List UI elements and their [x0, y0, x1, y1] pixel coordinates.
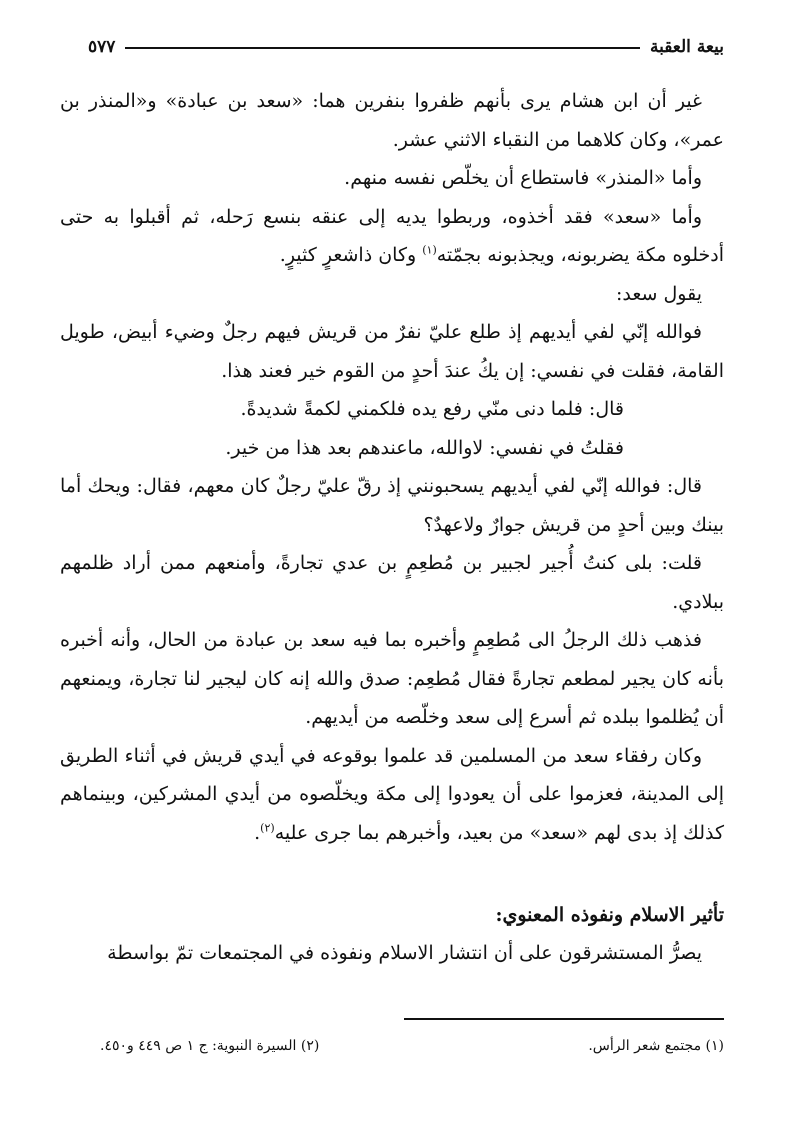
- paragraph: فقلتُ في نفسي: لاوالله، ماعندهم بعد هذا من خير.: [225, 436, 624, 459]
- paragraph-text: وكان رفقاء سعد من المسلمين قد علموا بوقوعه في أيدي قريش في أثناء الطريق إلى المدينة، فعزموا على أن يعودوا إلى مكة ويخلّصوه من أيدي المشركين، وبينماهم كذلك إذ بدى لهم «سعد» من بعيد، وأخبرهم بما جرى عليه: [60, 744, 724, 844]
- footnote-rule: [404, 1018, 724, 1020]
- paragraph: فذهب ذلك الرجلُ الى مُطعِمٍ وأخبره بما فيه سعد بن عبادة من الحال، وأنه أخبره بأنه كان يجير لمطعم تجارةً فقال مُطعِم: صدق والله إنه كان ليجير لنا تجارة، ويمنعهم أن يُظلموا ببلده ثم أسرع إلى سعد وخلّصه من أيديهم.: [60, 629, 724, 728]
- page-number: ٥٧٧: [88, 37, 116, 57]
- paragraph: غير أن ابن هشام يرى بأنهم ظفروا بنفرين هما: «سعد بن عبادة» و«المنذر بن عمر»، وكان كلاهما من النقباء الاثني عشر.: [60, 90, 724, 151]
- paragraph: [60, 198, 724, 275]
- paragraph: يصرُّ المستشرقون على أن انتشار الاسلام ونفوذه في المجتمعات تمّ بواسطة: [107, 942, 702, 964]
- running-header: [88, 34, 724, 60]
- footnote-1: (١) مجتمع شعر الرأس.: [588, 1038, 724, 1054]
- paragraph: قال: فلما دنى منّي رفع يده فلكمني لكمةً شديدةً.: [240, 398, 624, 420]
- paragraph: وكان رفقاء سعد من المسلمين قد علموا بوقوعه في أيدي قريش في أثناء الطريق إلى المدينة، فعزموا على أن يعودوا إلى مكة ويخلّصوه من أيدي المشركين، وبينماهم كذلك إذ بدى لهم «سعد» من بعيد، وأخبرهم بما جرى عليه$^{(٢)}$.: [60, 744, 724, 844]
- footnote-marker: (٢): [260, 821, 275, 835]
- chapter-title: بيعة العقبة: [649, 37, 724, 57]
- section-heading: تأثير الاسلام ونفوذه المعنوي:: [495, 904, 724, 926]
- footnotes: [100, 1038, 724, 1054]
- header-rule: [125, 47, 640, 49]
- paragraph: فوالله إنّي لفي أيديهم إذ طلع عليّ نفرٌ من قريش فيهم رجلٌ وضيء أبيض، طويل القامة، فقلت في نفسي: إن يكُ عندَ أحدٍ من القوم خير فعند هذا.: [60, 321, 724, 382]
- main-text: [60, 82, 724, 973]
- paragraph-text: وأما «سعد» فقد أخذوه، وربطوا يديه إلى عنقه بنسع رَحله، ثم أقبلوا به حتى أدخلوه مكة يضربونه، ويجذبونه بجمّته: [60, 205, 724, 266]
- paragraph: قلت: بلى كنتُ أُجير لجبير بن مُطعِمٍ بن عدي تجارةً، وأمنعهم ممن أراد ظلمهم ببلادي.: [60, 552, 724, 613]
- paragraph-text: وكان ذاشعرٍ كثيرٍ.: [279, 244, 423, 266]
- paragraph: قال: فوالله إنّي لفي أيديهم يسحبونني إذ رقّ عليّ رجلٌ كان معهم، فقال: ويحك أما بينك وبين أحدٍ من قريش جوارٌ ولاعهدٌ؟: [60, 475, 724, 536]
- footnote-2: (٢) السيرة النبوية: ج ١ ص ٤٤٩ و٤٥٠.: [100, 1038, 320, 1054]
- paragraph: وأما «المنذر» فاستطاع أن يخلّص نفسه منهم.: [344, 167, 702, 189]
- paragraph: يقول سعد:: [615, 282, 702, 305]
- footnote-marker: (١): [422, 243, 437, 257]
